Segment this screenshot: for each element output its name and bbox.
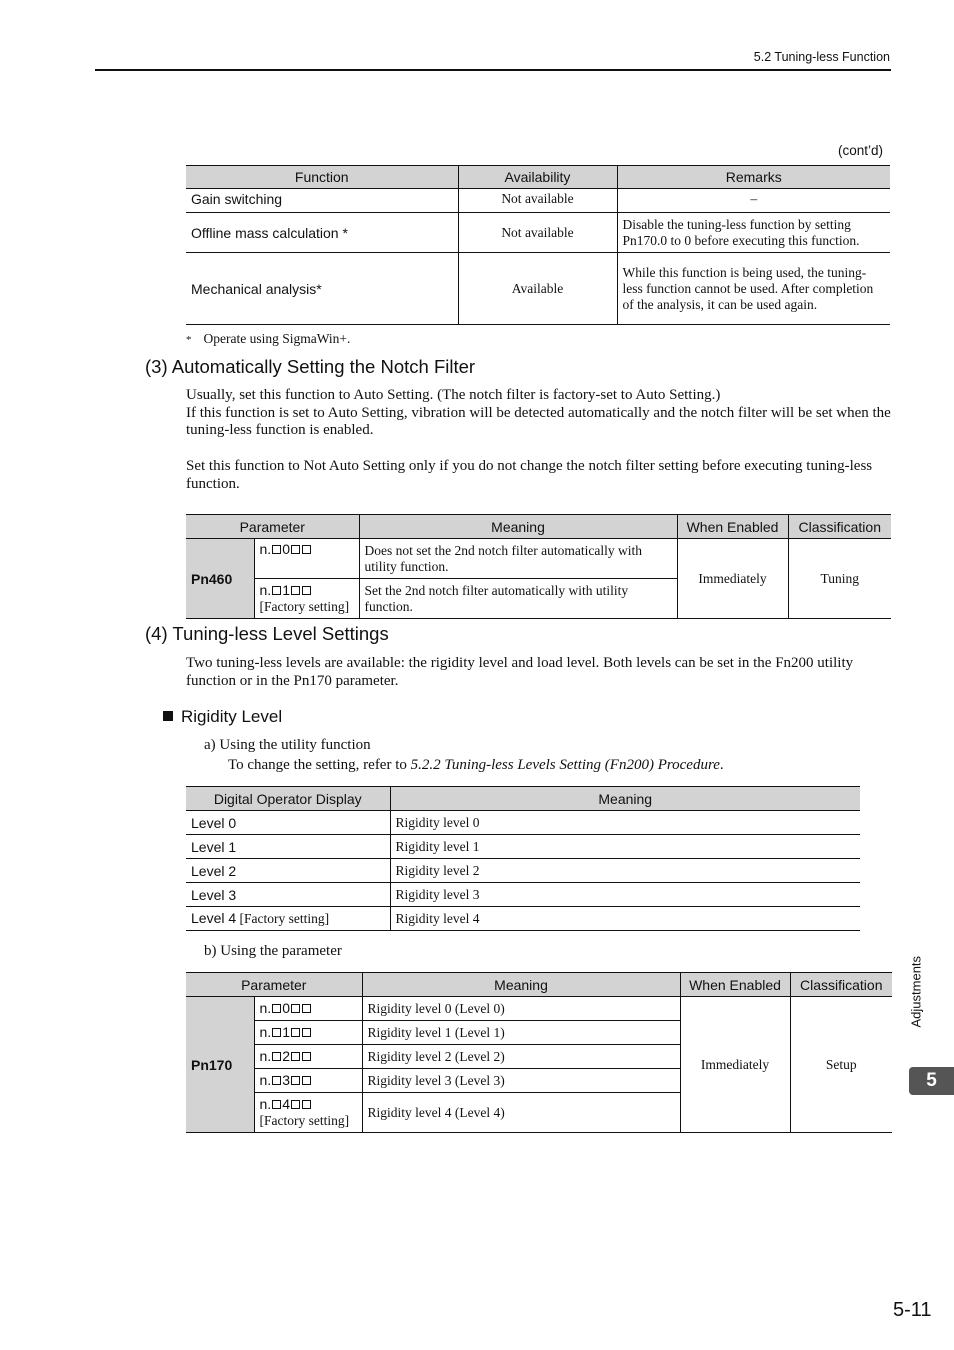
placeholder-box	[291, 1028, 300, 1037]
pn460-table	[186, 514, 891, 619]
placeholder-box	[302, 1028, 311, 1037]
table-row: Level 2 Rigidity level 2	[186, 859, 860, 883]
section-title-notch-filter: (3) Automatically Setting the Notch Filter	[145, 356, 476, 377]
table-row: n. 4 [Factory setting] Rigidity level 4 (Level 4)	[186, 1093, 892, 1133]
placeholder-box	[272, 1076, 281, 1085]
placeholder-box	[272, 1100, 281, 1109]
continued-label: (cont’d)	[838, 143, 884, 158]
placeholder-box	[302, 545, 311, 554]
param-pn460: Pn460	[186, 539, 254, 619]
utility-function-label: a) Using the utility function	[204, 737, 371, 753]
rigidity-level-heading: Rigidity Level	[163, 707, 282, 727]
notch-paragraph-1: Usually, set this function to Auto Setting. (The notch filter is factory-set to Auto Setting.) If this function is set to Auto Setting, vibration will be detected automatically and the notch filter will be set when the tuning-less function is enabled.	[186, 387, 891, 438]
col-header-remarks: Remarks	[617, 166, 890, 189]
placeholder-box	[302, 1076, 311, 1085]
placeholder-box	[291, 1100, 300, 1109]
section-title-tuning-less-levels: (4) Tuning-less Level Settings	[145, 623, 389, 644]
col-header-meaning: Meaning	[362, 973, 680, 997]
table-row: Level 1 Rigidity level 1	[186, 835, 860, 859]
col-header-operator-display: Digital Operator Display	[186, 787, 390, 811]
placeholder-box	[291, 1052, 300, 1061]
table-row: Gain switching Not available –	[186, 189, 890, 213]
procedure-reference-link[interactable]: 5.2.2 Tuning-less Levels Setting (Fn200) Procedure	[410, 757, 720, 773]
placeholder-box	[302, 586, 311, 595]
placeholder-box	[272, 1052, 281, 1061]
parameter-label: b) Using the parameter	[204, 943, 342, 959]
col-header-parameter: Parameter	[186, 515, 359, 539]
col-header-parameter: Parameter	[186, 973, 362, 997]
placeholder-box	[291, 1004, 300, 1013]
col-header-when-enabled: When Enabled	[677, 515, 788, 539]
table-row: Pn170 n. 0 Rigidity level 0 (Level 0) Immediately Setup	[186, 997, 892, 1021]
placeholder-box	[291, 586, 300, 595]
table-row: Offline mass calculation * Not available Disable the tuning-less function by setting Pn170.0 to 0 before executing this function.	[186, 213, 890, 253]
placeholder-box	[272, 586, 281, 595]
page-number: 5-11	[893, 1299, 932, 1321]
placeholder-box	[272, 1004, 281, 1013]
table-row: n. 3 Rigidity level 3 (Level 3)	[186, 1069, 892, 1093]
header-rule	[95, 69, 891, 71]
col-header-function: Function	[186, 166, 458, 189]
table-row: Level 3 Rigidity level 3	[186, 883, 860, 907]
function-availability-table	[186, 165, 890, 325]
placeholder-box	[302, 1100, 311, 1109]
col-header-classification: Classification	[788, 515, 891, 539]
placeholder-box	[272, 545, 281, 554]
table-footnote: * Operate using SigmaWin+.	[186, 331, 351, 346]
placeholder-box	[291, 545, 300, 554]
placeholder-box	[291, 1076, 300, 1085]
notch-paragraph-2: Set this function to Not Auto Setting only if you do not change the notch filter setting before executing tuning-less function.	[186, 458, 873, 492]
param-pn170: Pn170	[186, 997, 254, 1133]
square-bullet-icon	[163, 711, 173, 721]
levels-paragraph: Two tuning-less levels are available: the rigidity level and load level. Both levels can be set in the Fn200 utility function or in the Pn170 parameter.	[186, 655, 854, 689]
table-row: Level 0 Rigidity level 0	[186, 811, 860, 835]
table-row: Pn460 n. 0 Does not set the 2nd notch filter automatically with utility function. Immediately Tuning	[186, 539, 891, 579]
rigidity-display-table	[186, 786, 860, 931]
running-header: 5.2 Tuning-less Function	[753, 50, 890, 64]
col-header-when-enabled: When Enabled	[680, 973, 790, 997]
col-header-meaning: Meaning	[359, 515, 677, 539]
utility-function-text: To change the setting, refer to 5.2.2 Tuning-less Levels Setting (Fn200) Procedure.	[228, 757, 724, 773]
placeholder-box	[272, 1028, 281, 1037]
placeholder-box	[302, 1004, 311, 1013]
table-row: n. 1 Rigidity level 1 (Level 1)	[186, 1021, 892, 1045]
table-row: n. 1 [Factory setting] Set the 2nd notch filter automatically with utility function.	[186, 579, 891, 619]
col-header-availability: Availability	[458, 166, 617, 189]
chapter-side-label: Adjustments	[908, 955, 924, 1028]
table-row: Mechanical analysis* Available While this function is being used, the tuning-less function cannot be used. After completion of the analysis, it can be used again.	[186, 253, 890, 325]
placeholder-box	[302, 1052, 311, 1061]
table-row: n. 2 Rigidity level 2 (Level 2)	[186, 1045, 892, 1069]
table-row: Level 4 [Factory setting] Rigidity level 4	[186, 907, 860, 931]
col-header-meaning: Meaning	[390, 787, 860, 811]
pn170-table	[186, 972, 892, 1133]
col-header-classification: Classification	[790, 973, 892, 997]
chapter-tab: 5	[909, 1067, 954, 1095]
